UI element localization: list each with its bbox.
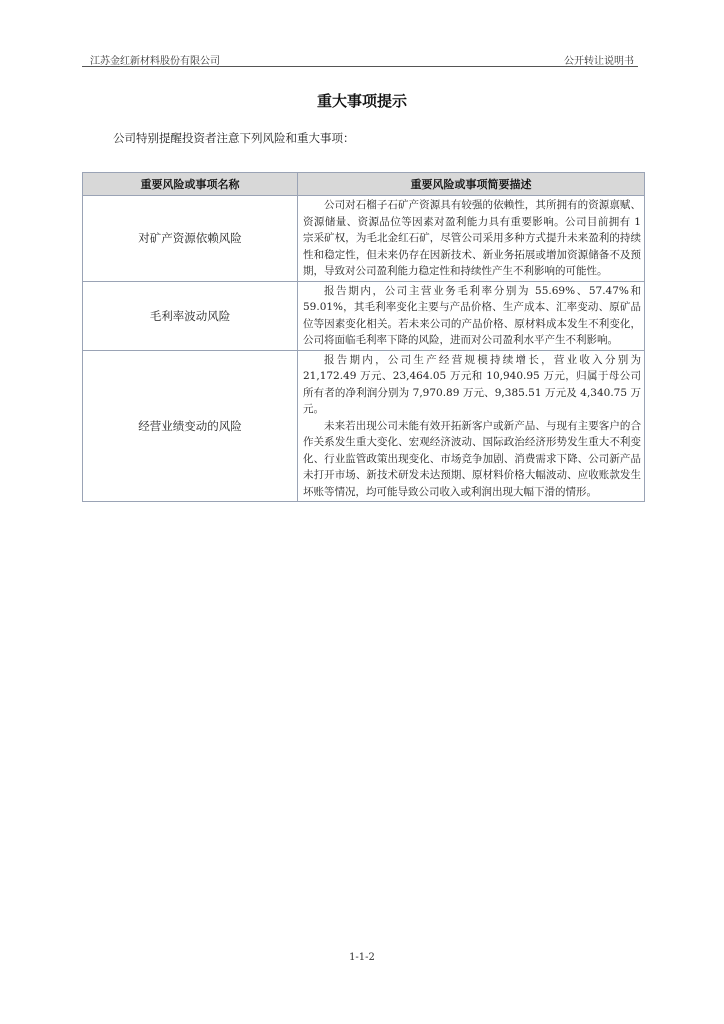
risk-name-cell: 毛利率波动风险 xyxy=(83,281,298,350)
header-company-name: 江苏金红新材料股份有限公司 xyxy=(90,56,220,67)
risk-description-paragraph: 报告期内，公司生产经营规模持续增长，营业收入分别为 21,172.49 万元、23,464.05 万元和 10,940.95 万元，归属于母公司所有者的净利润分别为 7,970.89 万元、9,385.51 万元及 4,340.75 万元。 xyxy=(303,353,641,415)
table-row xyxy=(83,350,645,502)
risk-description-cell xyxy=(298,281,645,350)
intro-text: 公司特别提醒投资者注意下列风险和重大事项： xyxy=(113,131,355,145)
page-header xyxy=(82,50,638,67)
risk-table xyxy=(82,172,645,502)
risk-description-cell xyxy=(298,196,645,282)
risk-description-paragraph: 报告期内，公司主营业务毛利率分别为 55.69%、57.47%和 59.01%，其毛利率变化主要与产品价格、生产成本、汇率变动、原矿品位等因素变化相关。若未来公司的产品价格、原材料成本发生不利变化，公司将面临毛利率下降的风险，进而对公司盈利水平产生不利影响。 xyxy=(303,284,641,346)
risk-description-paragraph: 未来若出现公司未能有效开拓新客户或新产品、与现有主要客户的合作关系发生重大变化、宏观经济波动、国际政治经济形势发生重大不利变化、行业监管政策出现变化、市场竞争加剧、消费需求下降、公司新产品未打开市场、新技术研发未达预期、原材料价格大幅波动、应收账款发生坏账等情况，均可能导致公司收入或利润出现大幅下滑的情形。 xyxy=(303,419,641,498)
risk-description-paragraph: 公司对石榴子石矿产资源具有较强的依赖性，其所拥有的资源禀赋、资源储量、资源品位等因素对盈利能力具有重要影响。公司目前拥有 1 宗采矿权，为毛北金红石矿，尽管公司采用多种方式提升未来盈利的持续性和稳定性，但未来仍存在因新技术、新业务拓展或增加资源储备不及预期，导致对公司盈利能力稳定性和持续性产生不利影响的可能性。 xyxy=(303,199,641,277)
table-row xyxy=(83,281,645,350)
table-row xyxy=(83,196,645,282)
page-number: 1-1-2 xyxy=(349,952,375,963)
page-title: 重大事项提示 xyxy=(316,92,407,110)
risk-description-cell xyxy=(298,350,645,502)
column-header-risk-name: 重要风险或事项名称 xyxy=(83,173,298,196)
column-header-risk-description: 重要风险或事项简要描述 xyxy=(298,173,645,196)
header-document-name: 公开转让说明书 xyxy=(564,56,634,67)
table-header-row xyxy=(83,173,645,196)
risk-name-cell: 对矿产资源依赖风险 xyxy=(83,196,298,282)
risk-name-cell: 经营业绩变动的风险 xyxy=(83,350,298,502)
